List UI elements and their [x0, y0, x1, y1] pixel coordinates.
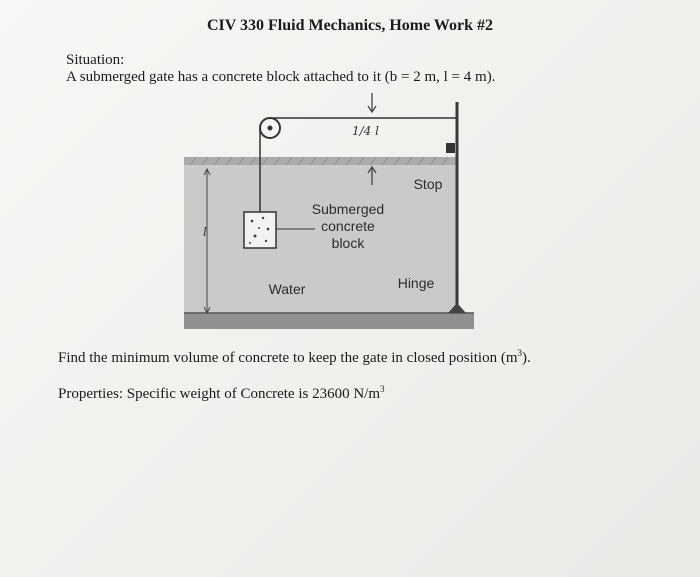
stop-label: Stop: [413, 176, 443, 192]
question-tail: ).: [522, 350, 531, 366]
water-label: Water: [268, 281, 306, 297]
page-title: CIV 330 Fluid Mechanics, Home Work #2: [206, 17, 494, 34]
properties-main: Properties: Specific weight of Concrete is 23600 N/m: [58, 386, 381, 402]
quarter-length-marker: [368, 93, 376, 185]
block-label: [302, 201, 394, 252]
situation-label: Situation:: [66, 52, 125, 68]
block-label-line-2: concrete: [321, 218, 375, 234]
question-exponent: 3: [517, 348, 522, 358]
situation-text: A submerged gate has a concrete block attached to it (b = 2 m, l = 4 m).: [66, 69, 496, 85]
block-label-line-3: block: [331, 235, 365, 251]
water-surface: [184, 157, 457, 165]
depth-label: l: [203, 225, 207, 239]
question-text: [58, 348, 531, 367]
question-main: Find the minimum volume of concrete to keep the gate in closed position (m: [58, 350, 518, 366]
block-label-line-1: Submerged: [311, 201, 385, 217]
concrete-block: [244, 212, 276, 248]
quarter-length-annotation: 1/4 l: [352, 124, 379, 138]
hinge-label: Hinge: [397, 275, 435, 291]
properties-text: [58, 384, 385, 403]
properties-exponent: 3: [380, 384, 385, 394]
stop-block: [446, 143, 455, 153]
tank-bottom: [184, 313, 474, 329]
